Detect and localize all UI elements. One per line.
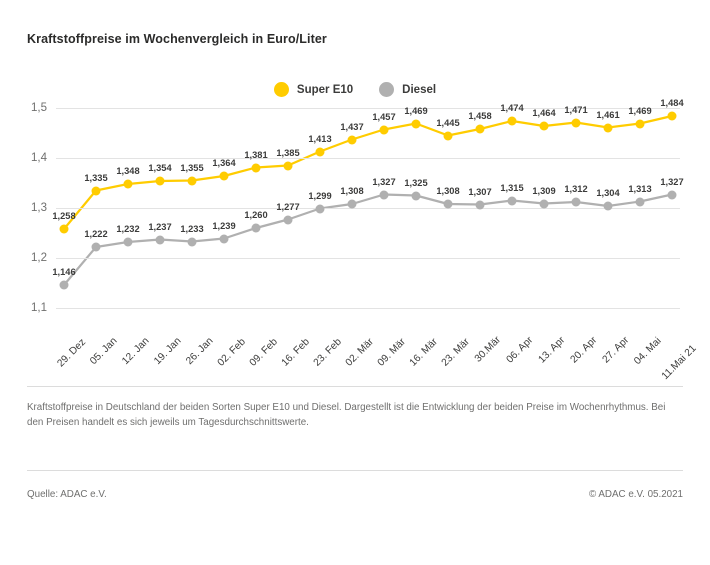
legend-label-diesel: Diesel bbox=[402, 83, 437, 96]
data-point-super-e10 bbox=[380, 125, 389, 134]
data-label-super-e10: 1,354 bbox=[148, 163, 172, 173]
source-text: Quelle: ADAC e.V. bbox=[27, 489, 107, 500]
data-label-diesel: 1,299 bbox=[308, 190, 332, 201]
bottom-bar bbox=[0, 539, 710, 565]
data-point-super-e10 bbox=[572, 118, 581, 127]
x-axis-tick-label: 12. Jan bbox=[120, 335, 152, 368]
data-point-diesel bbox=[60, 281, 69, 290]
data-point-diesel bbox=[220, 234, 229, 243]
x-axis-tick-label: 23. Mär bbox=[439, 336, 472, 369]
data-point-diesel bbox=[284, 215, 293, 224]
data-point-super-e10 bbox=[252, 163, 261, 172]
data-label-diesel: 1,277 bbox=[276, 201, 300, 212]
data-point-super-e10 bbox=[508, 117, 517, 126]
data-point-super-e10 bbox=[668, 112, 677, 121]
data-point-diesel bbox=[476, 200, 485, 209]
data-label-diesel: 1,260 bbox=[244, 210, 268, 220]
circle-marker-icon bbox=[379, 82, 394, 97]
data-point-super-e10 bbox=[284, 161, 293, 170]
y-axis-tick-label: 1,5 bbox=[31, 102, 47, 114]
data-label-super-e10: 1,445 bbox=[436, 117, 460, 128]
legend-item-diesel bbox=[379, 82, 436, 97]
data-label-diesel: 1,327 bbox=[372, 176, 396, 187]
data-point-super-e10 bbox=[476, 125, 485, 134]
page-title: Kraftstoffpreise im Wochenvergleich in Euro/Liter bbox=[27, 32, 327, 46]
data-point-super-e10 bbox=[188, 176, 197, 185]
data-point-diesel bbox=[252, 224, 261, 233]
data-point-diesel bbox=[412, 191, 421, 200]
data-point-diesel bbox=[508, 196, 517, 205]
data-point-super-e10 bbox=[316, 147, 325, 156]
plot-area bbox=[31, 98, 684, 314]
data-label-diesel: 1,315 bbox=[500, 182, 524, 193]
x-axis-tick-label: 30.Mär bbox=[472, 334, 504, 365]
data-point-diesel bbox=[348, 200, 357, 209]
data-point-super-e10 bbox=[156, 177, 165, 186]
data-point-super-e10 bbox=[412, 119, 421, 128]
data-point-diesel bbox=[124, 238, 133, 247]
x-axis-tick-label: 11.Mai 21 bbox=[659, 343, 699, 382]
x-axis-tick-label: 26. Jan bbox=[184, 335, 216, 368]
x-axis-tick-label: 19. Jan bbox=[152, 335, 184, 368]
data-point-diesel bbox=[540, 199, 549, 208]
data-point-super-e10 bbox=[92, 186, 101, 195]
gridline bbox=[56, 258, 680, 259]
divider-top bbox=[27, 386, 683, 387]
data-label-super-e10: 1,413 bbox=[308, 133, 332, 144]
data-point-super-e10 bbox=[348, 135, 357, 144]
data-label-super-e10: 1,335 bbox=[84, 172, 108, 183]
data-point-diesel bbox=[92, 243, 101, 252]
x-axis-tick-label: 16. Feb bbox=[279, 336, 312, 369]
data-point-diesel bbox=[604, 202, 613, 211]
legend-label-super-e10: Super E10 bbox=[296, 83, 354, 96]
gridline bbox=[56, 158, 680, 159]
data-label-diesel: 1,325 bbox=[404, 177, 428, 188]
data-point-super-e10 bbox=[444, 131, 453, 140]
x-axis-tick-label: 13. Apr bbox=[536, 334, 568, 366]
x-axis-labels bbox=[55, 312, 699, 382]
data-label-super-e10: 1,474 bbox=[500, 103, 524, 113]
data-label-diesel: 1,309 bbox=[532, 185, 556, 196]
x-axis-tick-label: 29. Dez bbox=[55, 336, 89, 370]
data-label-super-e10: 1,471 bbox=[564, 104, 588, 115]
legend-item-super-e10 bbox=[274, 82, 353, 97]
data-label-super-e10: 1,469 bbox=[628, 105, 652, 116]
circle-marker-icon bbox=[274, 82, 289, 97]
data-label-super-e10: 1,457 bbox=[372, 111, 396, 122]
x-axis-tick-label: 09. Mär bbox=[375, 336, 408, 369]
data-label-super-e10: 1,458 bbox=[468, 111, 492, 121]
data-point-super-e10 bbox=[604, 123, 613, 132]
data-point-super-e10 bbox=[540, 122, 549, 131]
y-axis-tick-label: 1,4 bbox=[31, 152, 47, 164]
data-label-super-e10: 1,461 bbox=[596, 109, 620, 120]
data-label-super-e10: 1,355 bbox=[180, 162, 204, 173]
gridline bbox=[56, 308, 680, 309]
data-point-super-e10 bbox=[220, 172, 229, 181]
x-axis-tick-label: 06. Apr bbox=[504, 334, 536, 366]
chart-note: Kraftstoffpreise in Deutschland der beiden Sorten Super E10 und Diesel. Dargestellt ist die Entwicklung der beiden Preise im Wochenrhythmus. Bei den Preisen handelt es sich jeweils um Tagesdurchschnittswerte. bbox=[27, 402, 666, 429]
data-label-super-e10: 1,258 bbox=[52, 211, 76, 221]
data-label-diesel: 1,304 bbox=[596, 188, 620, 198]
gridline bbox=[56, 208, 680, 209]
data-point-diesel bbox=[188, 237, 197, 246]
data-label-diesel: 1,307 bbox=[468, 186, 492, 197]
x-axis-tick-label: 09. Feb bbox=[247, 336, 280, 369]
data-point-diesel bbox=[572, 198, 581, 207]
x-axis-tick-label: 04. Mai bbox=[632, 335, 664, 368]
data-point-diesel bbox=[636, 197, 645, 206]
data-label-super-e10: 1,437 bbox=[340, 121, 364, 132]
data-point-diesel bbox=[444, 200, 453, 209]
x-axis-tick-label: 16. Mär bbox=[407, 336, 440, 369]
copyright-text: © ADAC e.V. 05.2021 bbox=[588, 489, 683, 500]
data-label-super-e10: 1,469 bbox=[404, 105, 428, 116]
data-label-diesel: 1,146 bbox=[52, 267, 76, 277]
data-label-super-e10: 1,381 bbox=[244, 149, 268, 160]
data-label-diesel: 1,237 bbox=[148, 221, 172, 232]
data-label-super-e10: 1,385 bbox=[276, 147, 300, 158]
data-label-diesel: 1,222 bbox=[84, 229, 108, 239]
data-label-super-e10: 1,484 bbox=[660, 98, 684, 108]
data-point-diesel bbox=[316, 204, 325, 213]
data-label-super-e10: 1,464 bbox=[532, 108, 556, 118]
divider-bottom bbox=[27, 470, 683, 471]
data-label-diesel: 1,313 bbox=[628, 183, 652, 194]
x-axis-tick-label: 20. Apr bbox=[568, 334, 600, 366]
data-label-diesel: 1,308 bbox=[340, 186, 364, 196]
data-point-super-e10 bbox=[636, 119, 645, 128]
data-point-diesel bbox=[156, 235, 165, 244]
x-axis-tick-label: 02. Mär bbox=[343, 336, 376, 369]
x-axis-tick-label: 27. Apr bbox=[600, 334, 632, 366]
x-axis-tick-label: 05. Jan bbox=[88, 335, 120, 368]
data-label-diesel: 1,308 bbox=[436, 186, 460, 196]
data-point-diesel bbox=[668, 190, 677, 199]
data-point-super-e10 bbox=[124, 180, 133, 189]
data-point-super-e10 bbox=[60, 225, 69, 234]
data-label-diesel: 1,327 bbox=[660, 176, 684, 187]
x-axis-tick-label: 23. Feb bbox=[311, 336, 344, 369]
data-label-diesel: 1,232 bbox=[116, 224, 140, 234]
data-label-diesel: 1,312 bbox=[564, 184, 588, 194]
chart-legend bbox=[0, 82, 710, 97]
data-label-diesel: 1,233 bbox=[180, 223, 204, 234]
x-axis-tick-label: 02. Feb bbox=[215, 336, 248, 369]
y-axis-tick-label: 1,2 bbox=[31, 252, 47, 264]
data-label-diesel: 1,239 bbox=[212, 220, 236, 231]
y-axis-tick-label: 1,3 bbox=[31, 202, 47, 214]
data-label-super-e10: 1,364 bbox=[212, 158, 236, 168]
y-axis-tick-label: 1,1 bbox=[31, 302, 47, 314]
data-point-diesel bbox=[380, 190, 389, 199]
data-label-super-e10: 1,348 bbox=[116, 166, 140, 176]
